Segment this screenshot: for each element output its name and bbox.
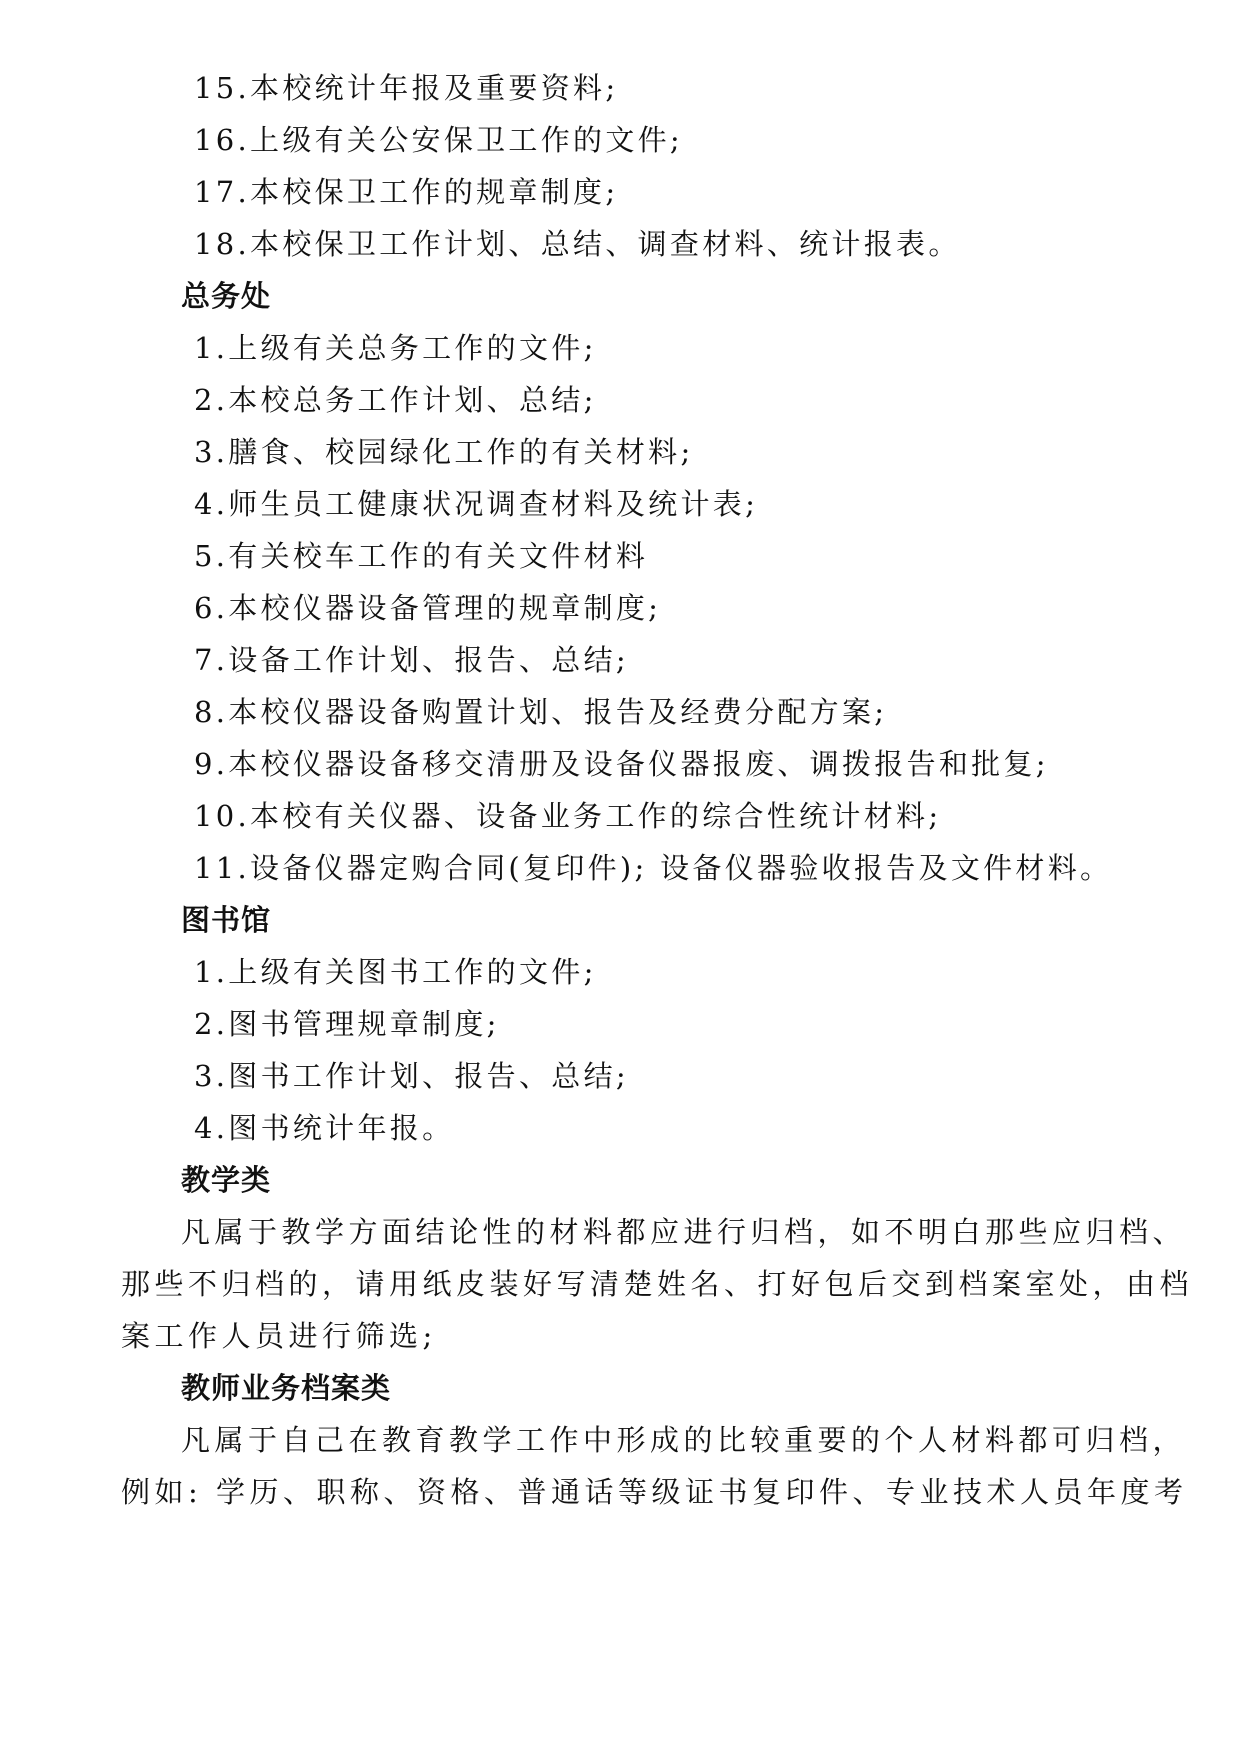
teaching-paragraph-line: 凡属于教学方面结论性的材料都应进行归档，如不明白那些应归档、 (181, 1215, 1187, 1249)
teacher-files-paragraph-line: 例如: 学历、职称、资格、普通话等级证书复印件、专业技术人员年度考 (121, 1475, 1188, 1509)
security-item: 17.本校保卫工作的规章制度; (194, 175, 619, 209)
teaching-paragraph-line: 那些不归档的，请用纸皮装好写清楚姓名、打好包后交到档案室处，由档 (121, 1267, 1194, 1301)
general-affairs-item: 10.本校有关仪器、设备业务工作的综合性统计材料; (194, 799, 942, 833)
library-item: 1.上级有关图书工作的文件; (194, 955, 597, 989)
security-item: 15.本校统计年报及重要资料; (194, 71, 619, 105)
general-affairs-item: 6.本校仪器设备管理的规章制度; (194, 591, 662, 625)
general-affairs-item: 9.本校仪器设备移交清册及设备仪器报废、调拨报告和批复; (194, 747, 1049, 781)
general-affairs-item: 11.设备仪器定购合同(复印件); 设备仪器验收报告及文件材料。 (194, 851, 1113, 885)
section-heading-general-affairs: 总务处 (181, 279, 272, 313)
section-heading-library: 图书馆 (181, 903, 272, 937)
teaching-paragraph-line: 案工作人员进行筛选; (121, 1319, 437, 1353)
teacher-files-paragraph-line: 凡属于自己在教育教学工作中形成的比较重要的个人材料都可归档， (181, 1423, 1187, 1457)
library-item: 4.图书统计年报。 (194, 1111, 455, 1145)
general-affairs-item: 8.本校仪器设备购置计划、报告及经费分配方案; (194, 695, 888, 729)
general-affairs-item: 2.本校总务工作计划、总结; (194, 383, 597, 417)
security-item: 18.本校保卫工作计划、总结、调查材料、统计报表。 (194, 227, 961, 261)
general-affairs-item: 1.上级有关总务工作的文件; (194, 331, 597, 365)
general-affairs-item: 4.师生员工健康状况调查材料及统计表; (194, 487, 759, 521)
section-heading-teaching: 教学类 (181, 1163, 272, 1197)
general-affairs-item: 3.膳食、校园绿化工作的有关材料; (194, 435, 694, 469)
security-item: 16.上级有关公安保卫工作的文件; (194, 123, 683, 157)
library-item: 3.图书工作计划、报告、总结; (194, 1059, 629, 1093)
library-item: 2.图书管理规章制度; (194, 1007, 500, 1041)
general-affairs-item: 5.有关校车工作的有关文件材料 (194, 539, 649, 573)
general-affairs-item: 7.设备工作计划、报告、总结; (194, 643, 629, 677)
section-heading-teacher-files: 教师业务档案类 (181, 1371, 392, 1405)
